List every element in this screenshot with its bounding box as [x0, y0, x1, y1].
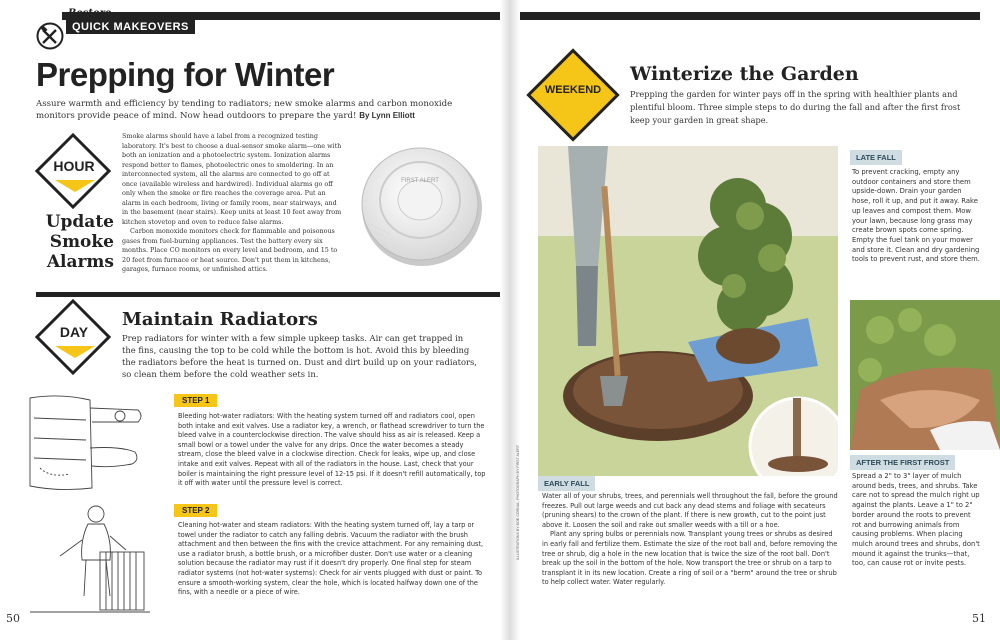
credit-anchor: [516, 444, 528, 564]
early-fall-paragraph-1: Water all of your shrubs, trees, and perennials well throughout the fall, before the ground freezes. Pull out large weeds and cut back any dead stems and foliage with secateurs (pruning shears) to the crown of the plant. If there is new growth, cut to the point just above it. Loosen the soil and rake out smaller weeds with a till or a hoe.: [542, 492, 838, 529]
intro: [36, 98, 456, 122]
step1-text: Bleeding hot-water radiators: With the heating system turned off and radiators cool, open both intake and exit valves. Use a radiator key, a wrench, or flathead screwdriver to turn the bleed valve in a counterclockwise direction. The valve should hiss as air is released. Keep a small bowl or a towel under the valve for any drips. Once the water becomes a steady stream, close the bleed valve in a clockwise direction. Check for leaks, wipe up, and close intake and exit valves. Repeat with all of the radiators in the house. Last, check that your boiler is maintaining the right pressure level of 12-15 psi. If it doesn't refill automatically, top it off with water until the pressure level is correct.: [178, 412, 486, 488]
page-number-right: 51: [972, 612, 986, 625]
hour-title-line1: Update: [45, 212, 114, 232]
weekend-badge: WEEKEND: [544, 84, 602, 96]
frost-label: AFTER THE FIRST FROST: [850, 455, 955, 470]
hour-title-line3: Alarms: [46, 252, 114, 272]
smoke-alarm-text: [122, 132, 344, 275]
hour-title: [40, 212, 114, 272]
garden-intro: Prepping the garden for winter pays off in the spring with healthier plants and plentiful bloom. Three simple steps to do during the fall and after the first frost keep your garden in great shape.: [630, 89, 961, 125]
top-rule: [62, 12, 500, 20]
alarm-brand-label: FIRST ALERT: [401, 178, 439, 184]
early-fall-text: [542, 492, 838, 588]
step2-text: Cleaning hot-water and steam radiators: With the heating system turned off, lay a tarp or towel under the radiator to catch any falling debris. Vacuum the radiator with the brush attachment and then between the fins with the crevice attachment. For any remaining dust, use a radiator brush, a bottle brush, or a microfiber duster. Don't use water or a cleaning solution because the radiator may rust if it doesn't dry properly. One final step for steam radiator systems (not hot-water systems): Check for air vents plugged with dust or paint. To ensure a smooth-working system, clear the hole, which is located halfway down one of the fins, with a needle or a piece of wire.: [178, 521, 484, 597]
day-yellow-tip: [55, 346, 95, 358]
late-fall-label: LATE FALL: [850, 150, 902, 165]
radiator-title: Maintain Radiators: [122, 309, 318, 330]
tools-logo-icon: [36, 22, 64, 50]
byline: By Lynn Elliott: [359, 111, 415, 120]
day-badge: DAY: [59, 324, 89, 340]
section-label: Restore: [68, 8, 112, 19]
frost-text: Spread a 2" to 3" layer of mulch around beds, trees, and shrubs. Take care not to spread the mulch right up against the plants. Leave a 1" to 2" border around the roots to prevent rot and burrowing animals from causing problems. When placing mulch around trees and shrubs, don't mound it against the trunks—that, too, can cause rot or invite pests.: [852, 472, 980, 568]
divider-rule: [36, 292, 500, 297]
step2-label: STEP 2: [174, 504, 217, 517]
mulch-hands-image: [850, 300, 1000, 450]
right-page: [516, 0, 1000, 640]
radiator-cleaning-illustration: [30, 500, 150, 620]
hour-yellow-tip: [55, 180, 95, 192]
garden-title: Winterize the Garden: [630, 63, 859, 85]
step1-label: STEP 1: [174, 394, 217, 407]
hour-badge: HOUR: [53, 158, 95, 174]
page-title: Prepping for Winter: [36, 56, 335, 93]
smoke-alarm-image: [350, 134, 490, 274]
late-fall-text: To prevent cracking, empty any outdoor containers and store them upside-down. Drain your garden hose, roll it up, and put it away. Rake up leaves and compost them. Mow your lawn, because long grass may create brown spots come spring. Empty the fuel tank on your mower and store it. Clean and dry gardening tools to prevent rust, and store them.: [852, 168, 980, 264]
intro-text: Assure warmth and efficiency by tending to radiators; new smoke alarms and carbon monoxide monitors provide peace of mind. Now head outdoors to prepare the yard!: [36, 99, 453, 121]
category-label: QUICK MAKEOVERS: [66, 20, 195, 34]
smoke-paragraph-2: Carbon monoxide monitors check for flammable and poisonous gases from fuel-burning appliances. Test the battery every six months. Place CO monitors on every level and bedroom, and 15 to 20 feet from furnace or heat source. Don't put them in kitchens, garages, furnace rooms, or unfinished attics.: [122, 227, 338, 273]
page-number-left: 50: [6, 612, 20, 625]
smoke-paragraph-1: Smoke alarms should have a label from a recognized testing laboratory. It's best to choose a dual-sensor smoke alarm—one with both an ionization and a photoelectric system. Ionization alarms respond better to flames, photoelectric ones to smoldering. In an interconnected system, all the alarms are connected to go off at once (available wireless and hardwired). Individual alarms go off only when the smoke or fire reaches the coverage area. Put an alarm in each bedroom, living or family room, near stairways, and in the basement (near stairs). Keep units at least 10 feet away from kitchen stovetop and oven to reduce false alarms.: [122, 132, 342, 226]
early-fall-paragraph-2: Plant any spring bulbs or perennials now. Transplant young trees or shrubs as desired in early fall and fertilize them. Estimate the size of the root ball and, before removing the tree or shrub, dig a hole in the new location that is twice the size of the root ball. Don't break up the soil in the bottom of the hole. Now transport the tree or shrub on a tarp to transplant it in its new location. Create a ring of soil or a "berm" around the tree or shrub to help collect water. Water regularly.: [542, 530, 838, 587]
photo-credit: ILLUSTRATIONS BY BOB CORNAL; PHOTOGRAPH BY FIRST ALERT: [516, 444, 520, 560]
early-fall-label: EARLY FALL: [538, 476, 595, 491]
radiator-valve-illustration: [20, 388, 160, 498]
radiator-intro: Prep radiators for winter with a few simple upkeep tasks. Air can get trapped in the fins, causing the top to be cold while the bottom is hot. Avoid this by bleeding the radiators before the heat is turned on. Dust and dirt build up on your radiators, so clean them before the cold weather sets in.: [122, 333, 477, 379]
garden-planting-illustration: [538, 146, 838, 476]
top-rule-right: [520, 12, 980, 20]
hour-title-line2: Smoke: [49, 232, 114, 252]
